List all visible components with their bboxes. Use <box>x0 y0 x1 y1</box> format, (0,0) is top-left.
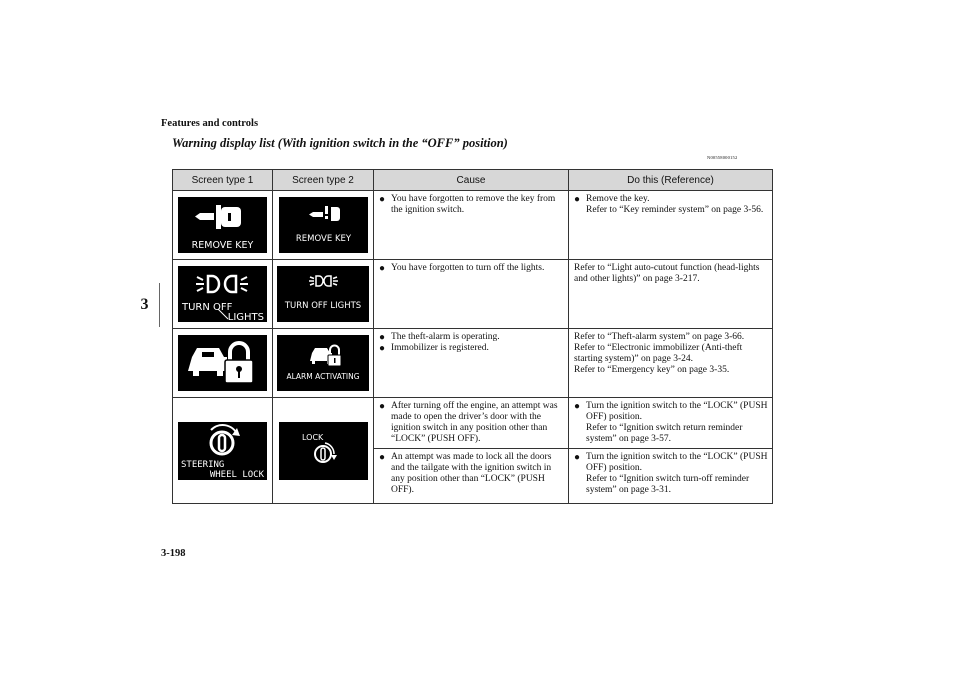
remove-key-screen-2 <box>279 197 368 253</box>
reference-code: N00558000152 <box>707 155 738 160</box>
screen-type-2-cell <box>273 191 374 260</box>
screen-label: ALARM ACTIVATING <box>286 372 360 381</box>
bullet-icon: ● <box>379 263 386 274</box>
column-header: Cause <box>374 170 569 191</box>
page-title: Warning display list (With ignition switch in the “OFF” position) <box>172 136 508 150</box>
column-header: Screen type 2 <box>273 170 374 191</box>
bullet-icon: ● <box>379 194 386 205</box>
section-header: Features and controls <box>161 118 259 129</box>
action-cell: ● Turn the ignition switch to the “LOCK” (PUSH OFF) position. Refer to “Ignition switch return reminder system” on page 3-57. <box>569 398 773 449</box>
remove-key-screen-1 <box>178 197 267 253</box>
turn-off-lights-screen-1 <box>178 266 267 322</box>
bullet-icon: ● <box>379 343 386 354</box>
car-padlock-icon <box>178 335 267 391</box>
screen-type-2-cell <box>273 329 374 398</box>
screen-label: REMOVE KEY <box>191 240 254 251</box>
headlight-icon <box>178 266 267 322</box>
alarm-screen-1 <box>178 335 267 391</box>
cause-cell: ● After turning off the engine, an attempt was made to open the driver’s door with the ignition switch in any position other than “LOCK” (PUSH OFF). <box>374 398 569 449</box>
screen-type-1-cell <box>173 398 273 504</box>
table-row <box>173 329 773 398</box>
action-cell: Refer to “Light auto-cutout function (head-lights and other lights)” on page 3-217. <box>569 260 773 329</box>
screen-label: WHEEL LOCK <box>209 469 264 480</box>
screen-type-1-cell <box>173 191 273 260</box>
screen-label: REMOVE KEY <box>295 234 351 244</box>
bullet-icon: ● <box>379 452 386 463</box>
screen-label: LIGHTS <box>227 312 264 322</box>
ignition-lock-icon <box>279 422 368 480</box>
warning-display-table <box>172 169 773 504</box>
screen-label: TURN OFF LIGHTS <box>284 301 362 311</box>
column-header: Screen type 1 <box>173 170 273 191</box>
screen-type-2-cell <box>273 398 374 504</box>
bullet-icon: ● <box>574 452 581 463</box>
key-in-switch-icon <box>178 197 267 253</box>
steering-lock-screen-2 <box>279 422 368 480</box>
bullet-icon: ● <box>379 401 386 412</box>
steering-lock-screen-1 <box>178 422 267 480</box>
screen-label: TURN OFF <box>182 302 233 313</box>
screen-label: STEERING <box>181 459 225 470</box>
cause-cell: ● The theft-alarm is operating. ● Immobilizer is registered. <box>374 329 569 398</box>
key-exclamation-icon <box>279 197 368 253</box>
bullet-icon: ● <box>379 332 386 343</box>
screen-label: LOCK <box>301 432 323 442</box>
screen-type-1-cell <box>173 329 273 398</box>
bullet-icon: ● <box>574 194 581 205</box>
bullet-icon: ● <box>574 401 581 412</box>
cause-cell: ● You have forgotten to remove the key from the ignition switch. <box>374 191 569 260</box>
table-row <box>173 398 773 449</box>
table-header-row <box>173 170 773 191</box>
car-padlock-icon <box>277 335 369 391</box>
screen-type-2-cell <box>273 260 374 329</box>
page-number: 3-198 <box>161 548 186 559</box>
cause-cell: ● You have forgotten to turn off the lights. <box>374 260 569 329</box>
turn-off-lights-screen-2 <box>277 266 369 322</box>
action-cell: ● Remove the key. Refer to “Key reminder system” on page 3-56. <box>569 191 773 260</box>
cause-cell: ● An attempt was made to lock all the doors and the tailgate with the ignition switch in any position other than “LOCK” (PUSH OFF). <box>374 449 569 504</box>
ignition-lock-icon <box>178 422 267 480</box>
chapter-tab: 3 <box>130 283 160 327</box>
table-row <box>173 260 773 329</box>
headlight-icon <box>277 266 369 322</box>
action-cell: ● Turn the ignition switch to the “LOCK” (PUSH OFF) position. Refer to “Ignition switch turn-off reminder system” on page 3-31. <box>569 449 773 504</box>
table-row <box>173 191 773 260</box>
column-header: Do this (Reference) <box>569 170 773 191</box>
action-cell: Refer to “Theft-alarm system” on page 3-66. Refer to “Electronic immobilizer (Anti-theft starting system)” on page 3-24. Refer to “Emergency key” on page 3-35. <box>569 329 773 398</box>
screen-type-1-cell <box>173 260 273 329</box>
alarm-screen-2 <box>277 335 369 391</box>
